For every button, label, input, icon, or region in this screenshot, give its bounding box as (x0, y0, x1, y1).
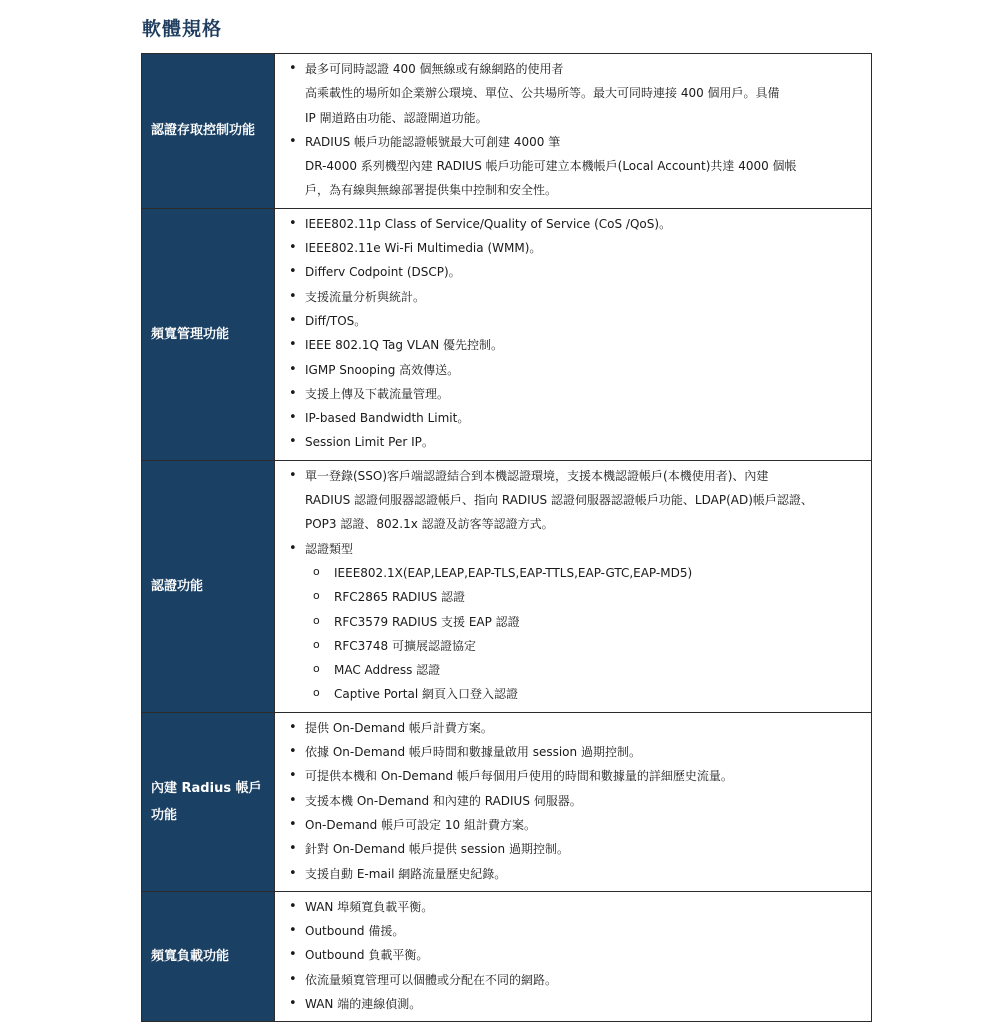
bullet-continuation: 高乘載性的場所如企業辦公環境、單位、公共場所等。最大可同時連接 400 個用戶。具備 (305, 86, 780, 101)
sub-bullet-item: o Captive Portal 網頁入口登入認證 (286, 682, 863, 706)
bullet-item: • 支援流量分析與統計。 (286, 285, 863, 309)
bullet-item: • Differv Codpoint (DSCP)。 (286, 260, 863, 284)
feature-list (275, 712, 872, 891)
spec-row-bandwidth-management (142, 208, 872, 460)
bullet-item: • IEEE802.11e Wi-Fi Multimedia (WMM)。 (286, 236, 863, 260)
page-title: 軟體規格 (142, 18, 223, 40)
bullet-item: • 針對 On-Demand 帳戶提供 session 過期控制。 (286, 837, 863, 861)
bullet-item: • IEEE 802.1Q Tag VLAN 優先控制。 (286, 333, 863, 357)
spec-row-load-balancing (142, 891, 872, 1021)
bullet-item: • IEEE802.11p Class of Service/Quality of Service (CoS /QoS)。 (286, 212, 863, 236)
bullet-item: • WAN 端的連線偵測。 (286, 992, 863, 1016)
sub-bullet-item: o RFC3579 RADIUS 支援 EAP 認證 (286, 610, 863, 634)
bullet-item: • 支援上傳及下載流量管理。 (286, 382, 863, 406)
bullet-item: • Outbound 負載平衡。 (286, 943, 863, 967)
bullet-item: • WAN 埠頻寬負載平衡。 (286, 895, 863, 919)
bullet-item: • 依流量頻寬管理可以個體或分配在不同的網路。 (286, 968, 863, 992)
category-cell: 認證存取控制功能 (142, 54, 275, 209)
feature-list (275, 460, 872, 712)
sub-bullet-item: o IEEE802.1X(EAP,LEAP,EAP-TLS,EAP-TTLS,EAP-GTC,EAP-MD5) (286, 561, 863, 585)
category-cell: 頻寬管理功能 (142, 208, 275, 460)
bullet-item: • 依據 On-Demand 帳戶時間和數據量啟用 session 過期控制。 (286, 740, 863, 764)
category-cell: 認證功能 (142, 460, 275, 712)
bullet-item: • 單一登錄(SSO)客戶端認證結合到本機認證環境，支援本機認證帳戶(本機使用者)、內建 (286, 464, 863, 488)
bullet-item: • 支援本機 On-Demand 和內建的 RADIUS 伺服器。 (286, 789, 863, 813)
bullet-item: • RADIUS 帳戶功能認證帳號最大可創建 4000 筆 (286, 130, 863, 154)
bullet-item: • 最多可同時認證 400 個無線或有線網路的使用者 (286, 57, 863, 81)
category-cell: 內建 Radius 帳戶功能 (142, 712, 275, 891)
bullet-item: • 支援自動 E-mail 網路流量歷史紀錄。 (286, 862, 863, 886)
bullet-item: • On-Demand 帳戶可設定 10 組計費方案。 (286, 813, 863, 837)
feature-list (275, 54, 872, 209)
bullet-continuation: RADIUS 認證伺服器認證帳戶、指向 RADIUS 認證伺服器認證帳戶功能、LDAP(AD)帳戶認證、 (305, 493, 813, 508)
bullet-item: • Diff/TOS。 (286, 309, 863, 333)
bullet-continuation: IP 閘道路由功能、認證閘道功能。 (305, 110, 488, 125)
bullet-item: • 提供 On-Demand 帳戶計費方案。 (286, 716, 863, 740)
sub-bullet-item: o MAC Address 認證 (286, 658, 863, 682)
spec-row-radius-account (142, 712, 872, 891)
bullet-item: • Outbound 備援。 (286, 919, 863, 943)
bullet-item: • IGMP Snooping 高效傳送。 (286, 358, 863, 382)
category-cell: 頻寬負載功能 (142, 891, 275, 1021)
sub-bullet-item: o RFC3748 可擴展認證協定 (286, 634, 863, 658)
bullet-item: • Session Limit Per IP。 (286, 430, 863, 454)
bullet-continuation: DR-4000 系列機型內建 RADIUS 帳戶功能可建立本機帳戶(Local Account)共達 4000 個帳 (305, 159, 797, 174)
bullet-continuation: POP3 認證、802.1x 認證及訪客等認證方式。 (305, 517, 554, 532)
spec-row-access-control (142, 54, 872, 209)
spec-table (141, 53, 872, 1022)
bullet-item: • IP-based Bandwidth Limit。 (286, 406, 863, 430)
sub-bullet-item: o RFC2865 RADIUS 認證 (286, 585, 863, 609)
bullet-continuation: 戶，為有線與無線部署提供集中控制和安全性。 (305, 183, 558, 198)
bullet-item: • 認證類型 (286, 537, 863, 561)
spec-row-authentication (142, 460, 872, 712)
bullet-item: • 可提供本機和 On-Demand 帳戶每個用戶使用的時間和數據量的詳細歷史流量。 (286, 764, 863, 788)
feature-list (275, 208, 872, 460)
feature-list (275, 891, 872, 1021)
